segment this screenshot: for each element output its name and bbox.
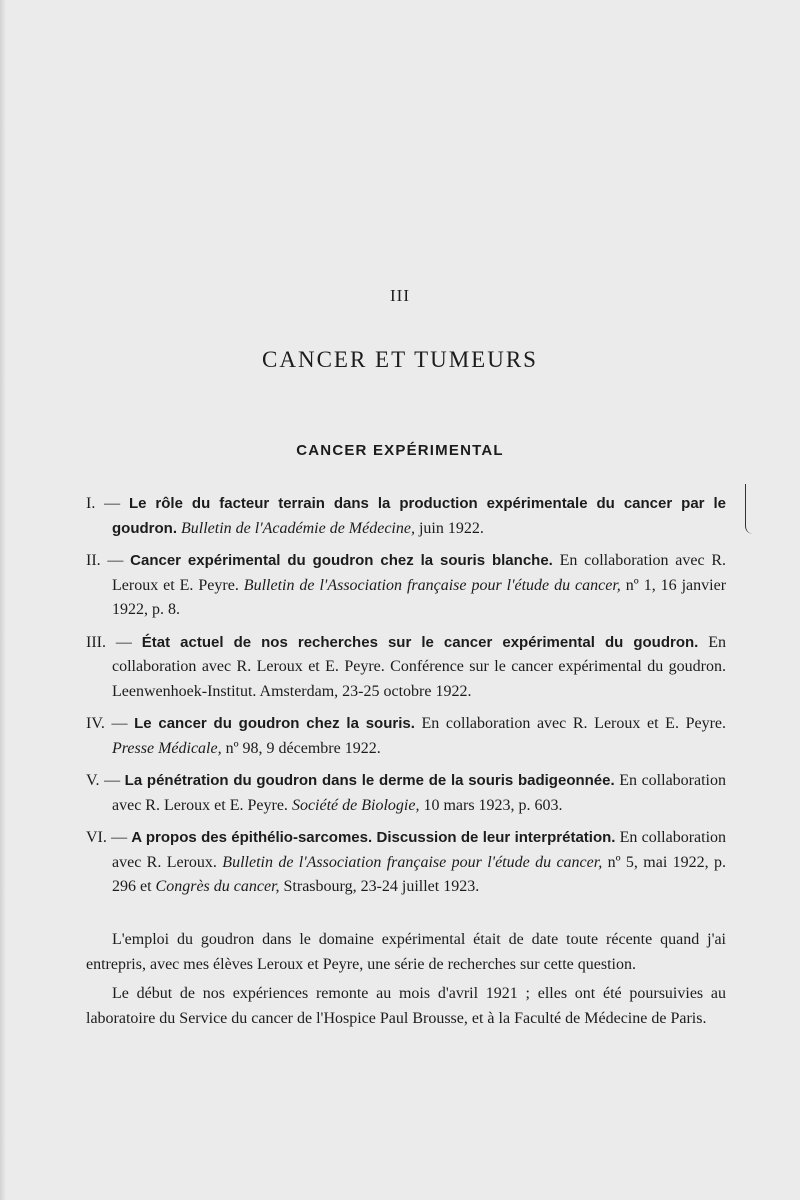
reference-item: III. — État actuel de nos recherches sur le cancer expérimental du goudron. En collaboration avec R. Leroux et E. Peyre. Conférence sur le cancer expérimental du goudron. Leenwenhoek-Institut. Amsterdam, 23-25 octobre 1922. [86, 633, 726, 700]
reference-number: VI. [86, 829, 107, 846]
reference-journal: Bulletin de l'Association française pour l'étude du cancer, [222, 853, 603, 871]
reference-title: Cancer expérimental du goudron chez la souris blanche. [130, 552, 553, 569]
reference-title: Le cancer du goudron chez la souris. [134, 715, 415, 732]
reference-number: III. [86, 633, 106, 651]
reference-collaboration: En collaboration avec R. Leroux et E. Peyre. [112, 772, 726, 814]
page-edge-shadow [0, 0, 6, 1200]
reference-title: A propos des épithélio-sarcomes. Discussion de leur interprétation. [131, 829, 616, 846]
chapter-number: III [390, 286, 410, 305]
paragraph: L'emploi du goudron dans le domaine expérimental était de date toute récente quand j'ai entrepris, avec mes élèves Leroux et Peyre, une série de recherches sur cette question. [86, 931, 726, 973]
reference-collaboration: En collaboration avec R. Leroux et E. Peyre. [421, 715, 727, 732]
reference-details: nº 98, 9 décembre 1922. [225, 739, 381, 757]
reference-details: nº 1, 16 janvier 1922, p. 8. [112, 576, 727, 618]
reference-number: IV. [86, 715, 105, 732]
reference-collaboration: En collaboration avec R. Leroux. [112, 829, 727, 871]
reference-number: II. [86, 552, 101, 569]
paragraph: Le début de nos expériences remonte au mois d'avril 1921 ; elles ont été poursuivies au laboratoire du Service du cancer de l'Hospice Paul Brousse, et à la Faculté de Médecine de Paris. [86, 985, 726, 1027]
reference-details: nº 5, mai 1922, p. 296 et [112, 853, 727, 895]
reference-journal: Presse Médicale, [112, 739, 222, 757]
section-title: CANCER EXPÉRIMENTAL [296, 442, 504, 459]
reference-details: 10 mars 1923, p. 603. [423, 796, 563, 814]
reference-title: Le rôle du facteur terrain dans la production expérimentale du cancer par le goudron. [112, 495, 726, 537]
reference-item: I. — Le rôle du facteur terrain dans la production expérimentale du cancer par le goudron. Bulletin de l'Académie de Médecine, juin 1922. [86, 495, 726, 537]
reference-number: I. [86, 495, 96, 512]
chapter-title: CANCER ET TUMEURS [262, 347, 538, 372]
reference-item: V. — La pénétration du goudron dans le derme de la souris badigeonnée. En collaboration avec R. Leroux et E. Peyre. Société de Biologie, 10 mars 1923, p. 603. [86, 772, 726, 814]
reference-number: V. [86, 772, 100, 789]
reference-journal: Bulletin de l'Académie de Médecine, [180, 519, 415, 537]
reference-details: Strasbourg, 23-24 juillet 1923. [283, 878, 480, 895]
reference-collaboration: En collaboration avec R. Leroux et E. Peyre. [112, 552, 727, 594]
reference-title: État actuel de nos recherches sur le cancer expérimental du goudron. [141, 633, 699, 651]
reference-journal: Congrès du cancer, [155, 878, 280, 895]
reference-details: juin 1922. [418, 519, 484, 537]
reference-item: VI. — A propos des épithélio-sarcomes. Discussion de leur interprétation. En collaboration avec R. Leroux. Bulletin de l'Association française pour l'étude du cancer, nº 5, mai 1922, p. 296 et Congrès du cancer, Strasbourg, 23-24 juillet 1923. [86, 829, 727, 895]
reference-journal: Société de Biologie, [291, 796, 420, 814]
reference-item: II. — Cancer expérimental du goudron chez la souris blanche. En collaboration avec R. Leroux et E. Peyre. Bulletin de l'Association française pour l'étude du cancer, nº 1, 16 janvier 1922, p. 8. [86, 552, 727, 618]
reference-item: IV. — Le cancer du goudron chez la souris. En collaboration avec R. Leroux et E. Peyre. Presse Médicale, nº 98, 9 décembre 1922. [86, 715, 727, 757]
reference-journal: Bulletin de l'Association française pour l'étude du cancer, [243, 576, 621, 594]
margin-pencil-mark [745, 484, 756, 534]
reference-title: La pénétration du goudron dans le derme de la souris badigeonnée. [124, 772, 615, 789]
reference-collaboration: En collaboration avec R. Leroux et E. Peyre. Conférence sur le cancer expérimental du goudron. Leenwenhoek-Institut. Amsterdam, 23-25 octobre 1922. [112, 633, 726, 700]
reference-list [86, 492, 726, 908]
body-text [86, 928, 726, 1036]
